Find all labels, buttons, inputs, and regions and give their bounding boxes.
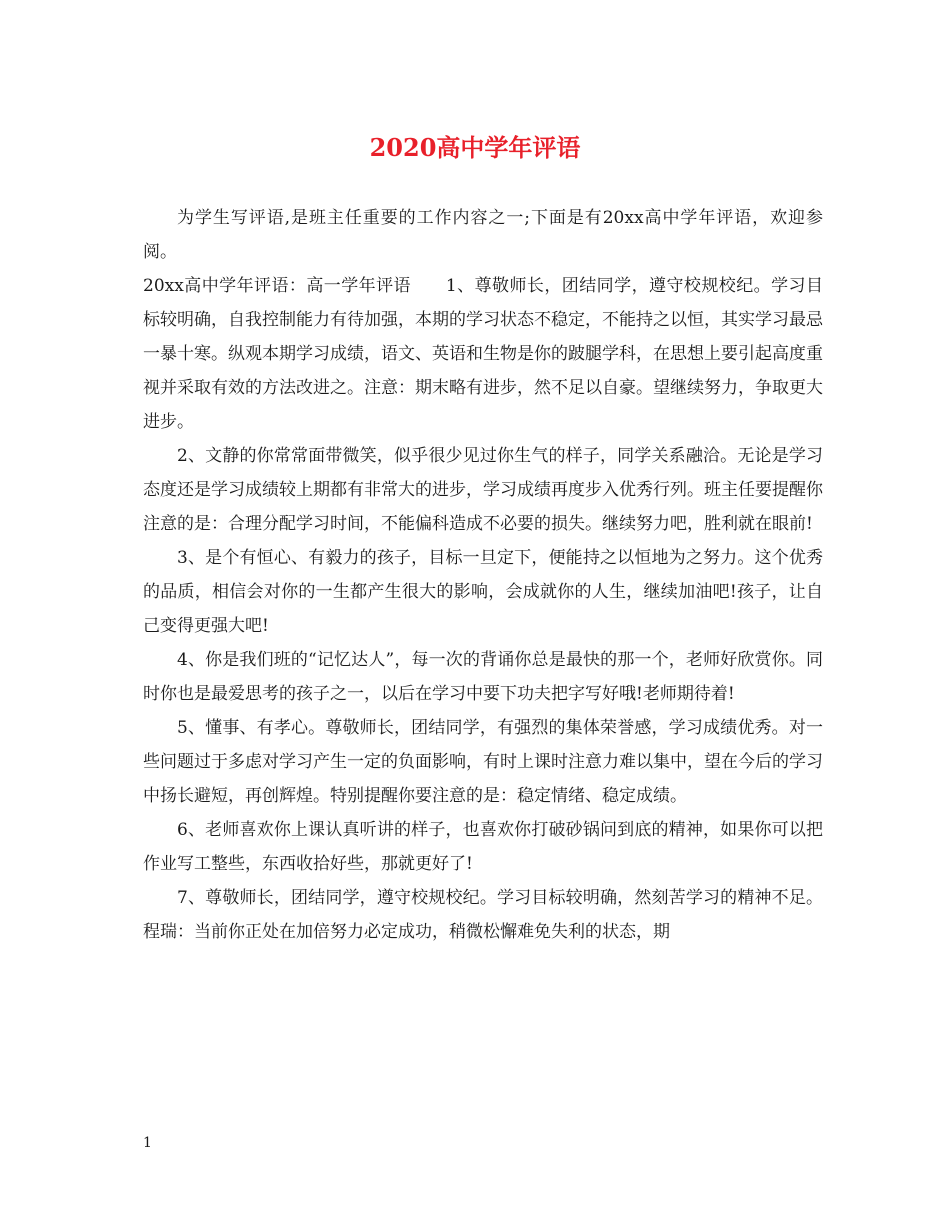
page-number: 1 — [143, 1135, 152, 1151]
comment-paragraph-7: 7、尊敬师长，团结同学，遵守校规校纪。学习目标较明确，然刻苦学习的精神不足。程瑞：当前你正处在加倍努力必定成功，稍微松懈难免失利的状态，期 — [143, 888, 823, 942]
comment-paragraph-5: 5、懂事、有孝心。尊敬师长，团结同学，有强烈的集体荣誉感，学习成绩优秀。对一些问题过于多虑对学习产生一定的负面影响，有时上课时注意力难以集中，望在今后的学习中扬长避短，再创辉煌。特别提醒你要注意的是：稳定情绪、稳定成绩。 — [143, 718, 823, 806]
document-body — [143, 201, 823, 949]
comment-paragraph-6: 6、老师喜欢你上课认真听讲的样子，也喜欢你打破砂锅问到底的精神，如果你可以把作业写工整些，东西收拾好些，那就更好了! — [143, 820, 823, 874]
comment-paragraph-3: 3、是个有恒心、有毅力的孩子，目标一旦定下，便能持之以恒地为之努力。这个优秀的品质，相信会对你的一生都产生很大的影响，会成就你的人生，继续加油吧!孩子，让自己变得更强大吧! — [143, 548, 823, 636]
comment-paragraph-2: 2、文静的你常常面带微笑，似乎很少见过你生气的样子，同学关系融洽。无论是学习态度还是学习成绩较上期都有非常大的进步，学习成绩再度步入优秀行列。班主任要提醒你注意的是：合理分配学习时间，不能偏科造成不必要的损失。继续努力吧，胜利就在眼前! — [143, 446, 823, 534]
intro-paragraph: 为学生写评语,是班主任重要的工作内容之一;下面是有20xx高中学年评语，欢迎参阅。 — [143, 208, 823, 262]
document-title: 2020高中学年评语 — [369, 133, 581, 162]
comment-paragraph-4: 4、你是我们班的“记忆达人”，每一次的背诵你总是最快的那一个，老师好欣赏你。同时你也是最爱思考的孩子之一，以后在学习中要下功夫把字写好哦!老师期待着! — [143, 650, 823, 704]
comment-paragraph-1: 20xx高中学年评语：高一学年评语 1、尊敬师长，团结同学，遵守校规校纪。学习目标较明确，自我控制能力有待加强，本期的学习状态不稳定，不能持之以恒，其实学习最忌一暴十寒。纵观本期学习成绩，语文、英语和生物是你的跛腿学科，在思想上要引起高度重视并采取有效的方法改进之。注意：期末略有进步，然不足以自豪。望继续努力，争取更大进步。 — [143, 276, 823, 432]
